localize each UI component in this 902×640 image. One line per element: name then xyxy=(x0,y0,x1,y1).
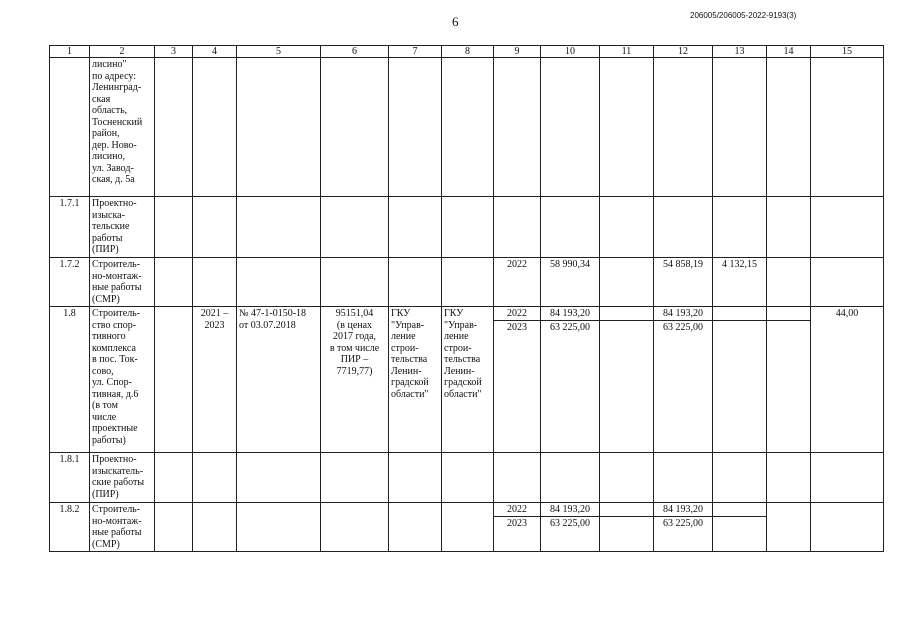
amount-col12: 63 225,00 xyxy=(663,518,703,529)
column-number: 12 xyxy=(654,46,713,58)
row-number: 1.8.1 xyxy=(50,453,90,503)
table-row xyxy=(50,197,884,258)
column-number: 15 xyxy=(811,46,884,58)
column-number: 5 xyxy=(237,46,321,58)
column-number: 2 xyxy=(90,46,155,58)
total-amount: 63 225,00 xyxy=(550,518,590,529)
column-number: 10 xyxy=(541,46,600,58)
year-cell: 2022 xyxy=(494,503,540,517)
object-name: Строитель- ство спор- тивного комплекса в пос. Ток- сово, ул. Спор- тивная, д.6 (в том числе проектные работы) xyxy=(90,307,155,453)
column-number: 8 xyxy=(442,46,494,58)
column-number: 6 xyxy=(321,46,389,58)
document-id: 206005/206005-2022-9193(3) xyxy=(690,11,797,20)
year-cell: 2022 xyxy=(494,307,540,321)
total-amount: 84 193,20 xyxy=(541,307,599,321)
document-cell: № 47-1-0150-18 от 03.07.2018 xyxy=(237,307,321,453)
column-number: 7 xyxy=(389,46,442,58)
total-amount: 58 990,34 xyxy=(541,258,600,307)
amount-col12: 54 858,19 xyxy=(654,258,713,307)
period-cell: 2021 – 2023 xyxy=(193,307,237,453)
investment-table xyxy=(49,45,884,552)
table-row xyxy=(50,58,884,197)
column-number: 3 xyxy=(155,46,193,58)
column-number-row xyxy=(50,46,884,58)
amount-col13: 4 132,15 xyxy=(713,258,767,307)
year-cell: 2022 xyxy=(494,258,541,307)
row-number: 1.8.2 xyxy=(50,503,90,552)
object-name: Строитель- но-монтаж- ные работы (СМР) xyxy=(90,258,155,307)
row-number: 1.8 xyxy=(50,307,90,453)
table-row xyxy=(50,503,884,552)
column-number: 9 xyxy=(494,46,541,58)
customer-cell: ГКУ "Управ- ление строи- тельства Ленин- градской области" xyxy=(389,307,442,453)
row-number: 1.7.1 xyxy=(50,197,90,258)
table-row xyxy=(50,307,884,453)
row-number: 1.7.2 xyxy=(50,258,90,307)
table-row xyxy=(50,453,884,503)
object-name: Строитель- но-монтаж- ные работы (СМР) xyxy=(90,503,155,552)
object-name: лисино" по адресу: Ленинград- ская область, Тосненский район, дер. Ново- лисино, ул. Завод- ская, д. 5а xyxy=(90,58,155,197)
object-name: Проектно- изыска- тельские работы (ПИР) xyxy=(90,197,155,258)
column-number: 11 xyxy=(600,46,654,58)
total-amount: 63 225,00 xyxy=(550,322,590,333)
column-number: 14 xyxy=(767,46,811,58)
amount-col15: 44,00 xyxy=(811,307,884,453)
amount-col12: 84 193,20 xyxy=(654,503,712,517)
cost-cell: 95151,04 (в ценах 2017 года, в том числе ПИР – 7719,77) xyxy=(321,307,389,453)
page-number: 6 xyxy=(452,14,459,29)
year-cell: 2023 xyxy=(507,322,527,333)
total-amount: 84 193,20 xyxy=(541,503,599,517)
amount-col12: 63 225,00 xyxy=(663,322,703,333)
column-number: 13 xyxy=(713,46,767,58)
table-row xyxy=(50,258,884,307)
column-number: 1 xyxy=(50,46,90,58)
object-name: Проектно- изыскатель- ские работы (ПИР) xyxy=(90,453,155,503)
builder-cell: ГКУ "Управ- ление строи- тельства Ленин- градской области" xyxy=(442,307,494,453)
year-cell: 2023 xyxy=(507,518,527,529)
column-number: 4 xyxy=(193,46,237,58)
amount-col12: 84 193,20 xyxy=(654,307,712,321)
